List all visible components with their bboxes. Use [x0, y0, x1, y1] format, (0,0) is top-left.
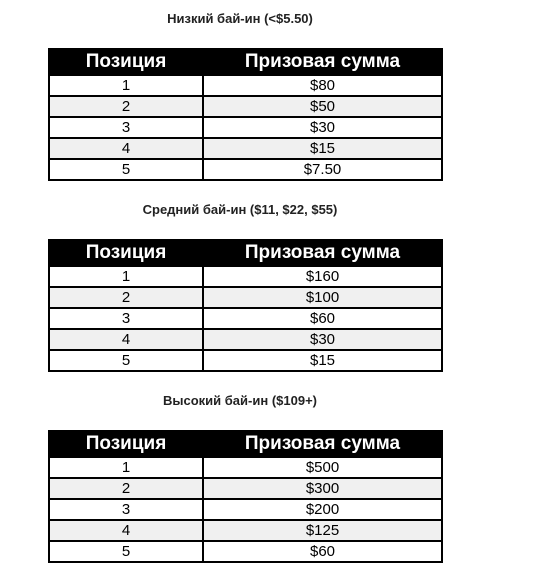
- column-header-position: Позиция: [49, 49, 203, 75]
- position-cell: 5: [49, 541, 203, 562]
- position-cell: 3: [49, 499, 203, 520]
- column-header-position: Позиция: [49, 431, 203, 457]
- table-row: [49, 96, 442, 117]
- prize-cell: $15: [203, 138, 442, 159]
- prize-cell: $50: [203, 96, 442, 117]
- table-row: [49, 350, 442, 371]
- prize-cell: $15: [203, 350, 442, 371]
- prize-cell: $30: [203, 329, 442, 350]
- prize-cell: $7.50: [203, 159, 442, 180]
- section-title-medium: Средний бай-ин ($11, $22, $55): [142, 202, 338, 217]
- prize-cell: $200: [203, 499, 442, 520]
- prize-table-high: [48, 430, 443, 563]
- table-row: [49, 329, 442, 350]
- table-header-row: [49, 431, 442, 457]
- table-header-row: [49, 240, 442, 266]
- table-row: [49, 117, 442, 138]
- position-cell: 1: [49, 75, 203, 96]
- prize-cell: $100: [203, 287, 442, 308]
- prize-cell: $160: [203, 266, 442, 287]
- table-row: [49, 478, 442, 499]
- table-row: [49, 287, 442, 308]
- position-cell: 2: [49, 96, 203, 117]
- table-row: [49, 308, 442, 329]
- section-title-low: Низкий бай-ин (<$5.50): [167, 11, 313, 26]
- table-row: [49, 75, 442, 96]
- prize-cell: $60: [203, 308, 442, 329]
- position-cell: 4: [49, 520, 203, 541]
- column-header-prize: Призовая сумма: [203, 240, 442, 266]
- prize-cell: $125: [203, 520, 442, 541]
- table-row: [49, 541, 442, 562]
- prize-cell: $500: [203, 457, 442, 478]
- table-header-row: [49, 49, 442, 75]
- table-row: [49, 138, 442, 159]
- position-cell: 4: [49, 329, 203, 350]
- column-header-prize: Призовая сумма: [203, 49, 442, 75]
- prize-cell: $30: [203, 117, 442, 138]
- position-cell: 5: [49, 159, 203, 180]
- position-cell: 2: [49, 287, 203, 308]
- table-row: [49, 520, 442, 541]
- column-header-position: Позиция: [49, 240, 203, 266]
- prize-cell: $300: [203, 478, 442, 499]
- prize-cell: $60: [203, 541, 442, 562]
- position-cell: 5: [49, 350, 203, 371]
- table-row: [49, 159, 442, 180]
- section-title-high: Высокий бай-ин ($109+): [163, 393, 317, 408]
- position-cell: 4: [49, 138, 203, 159]
- prize-table-medium: [48, 239, 443, 372]
- prize-cell: $80: [203, 75, 442, 96]
- position-cell: 3: [49, 308, 203, 329]
- position-cell: 1: [49, 457, 203, 478]
- column-header-prize: Призовая сумма: [203, 431, 442, 457]
- position-cell: 3: [49, 117, 203, 138]
- table-row: [49, 266, 442, 287]
- prize-table-low: [48, 48, 443, 181]
- position-cell: 1: [49, 266, 203, 287]
- table-row: [49, 457, 442, 478]
- position-cell: 2: [49, 478, 203, 499]
- table-row: [49, 499, 442, 520]
